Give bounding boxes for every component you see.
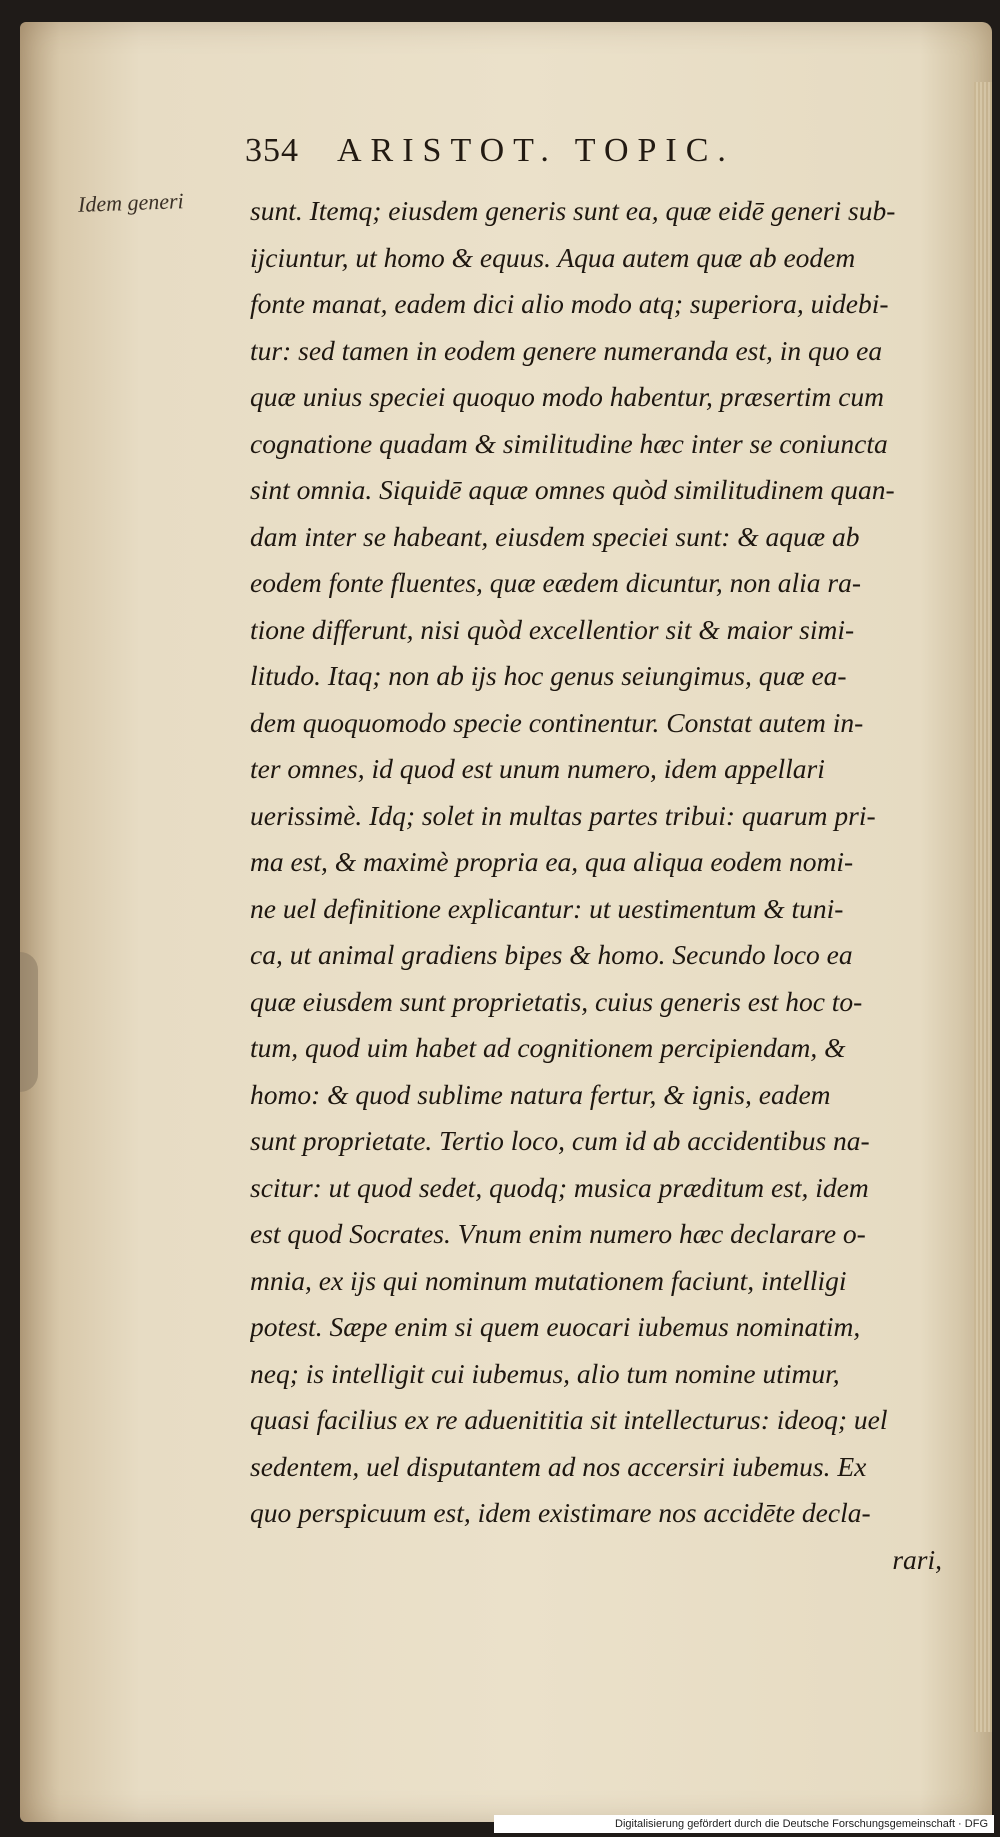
text-line: sedentem, uel disputantem ad nos accersiri iubemus. Ex: [250, 1450, 867, 1482]
body-text: [250, 188, 950, 1583]
text-line: sunt proprietate. Tertio loco, cum id ab accidentibus na-: [250, 1125, 870, 1156]
text-line: est quod Socrates. Vnum enim numero hæc declarare o-: [250, 1218, 866, 1249]
text-line: tum, quod uim habet ad cognitionem percipiendam, &: [250, 1032, 846, 1063]
text-line: quæ unius speciei quoquo modo habentur, præsertim cum: [250, 381, 885, 412]
text-line: cognatione quadam & similitudine hæc inter se coniuncta: [250, 427, 888, 459]
text-line: dem quoquomodo specie continentur. Constat autem in-: [250, 706, 864, 738]
marginal-annotation: Idem generi: [77, 188, 185, 217]
page-edge: [974, 82, 992, 1732]
running-title: ARISTOT. TOPIC.: [337, 132, 735, 169]
text-line: quasi facilius ex re aduenititia sit intellecturus: ideoq; uel: [250, 1404, 888, 1435]
page-header: [245, 132, 945, 178]
text-line: uerissimè. Idq; solet in multas partes tribui: quarum pri-: [250, 799, 876, 831]
text-line: potest. Sæpe enim si quem euocari iubemus nominatim,: [250, 1311, 861, 1342]
text-line: eodem fonte fluentes, quæ eædem dicuntur, non alia ra-: [250, 567, 862, 598]
text-line: litudo. Itaq; non ab ijs hoc genus seiungimus, quæ ea-: [250, 660, 847, 691]
text-line: tur: sed tamen in eodem genere numeranda est, in quo ea: [250, 334, 883, 366]
page-number: 354: [245, 132, 299, 169]
text-line: sunt. Itemq; eiusdem generis sunt ea, quæ eidē generi sub-: [250, 195, 896, 226]
text-line: ma est, & maximè propria ea, qua aliqua eodem nomi-: [250, 846, 854, 877]
binding-clip: [20, 952, 38, 1092]
text-line: ne uel definitione explicantur: ut uestimentum & tuni-: [250, 892, 844, 924]
text-line: mnia, ex ijs qui nominum mutationem faciunt, intelligi: [250, 1264, 847, 1296]
text-line: scitur: ut quod sedet, quodq; musica præditum est, idem: [250, 1171, 869, 1203]
text-line: ca, ut animal gradiens bipes & homo. Secundo loco ea: [250, 939, 853, 970]
text-line: neq; is intelligit cui iubemus, alio tum nomine utimur,: [250, 1357, 840, 1389]
text-line: tione differunt, nisi quòd excellentior sit & maior simi-: [250, 613, 855, 645]
digitization-credit: Digitalisierung gefördert durch die Deutsche Forschungsgemeinschaft · DFG: [494, 1815, 994, 1833]
text-line: dam inter se habeant, eiusdem speciei sunt: & aquæ ab: [250, 520, 860, 552]
text-line: homo: & quod sublime natura fertur, & ignis, eadem: [250, 1078, 831, 1110]
text-line: sint omnia. Siquidē aquæ omnes quòd similitudinem quan-: [250, 474, 895, 505]
text-line: ijciuntur, ut homo & equus. Aqua autem quæ ab eodem: [250, 241, 856, 273]
catchword: rari,: [892, 1543, 942, 1575]
text-line: ter omnes, id quod est unum numero, idem appellari: [250, 753, 825, 784]
text-line: quo perspicuum est, idem existimare nos accidēte decla-: [250, 1497, 871, 1528]
text-line: quæ eiusdem sunt proprietatis, cuius generis est hoc to-: [250, 985, 863, 1017]
text-line: fonte manat, eadem dici alio modo atq; superiora, uidebi-: [250, 288, 889, 319]
